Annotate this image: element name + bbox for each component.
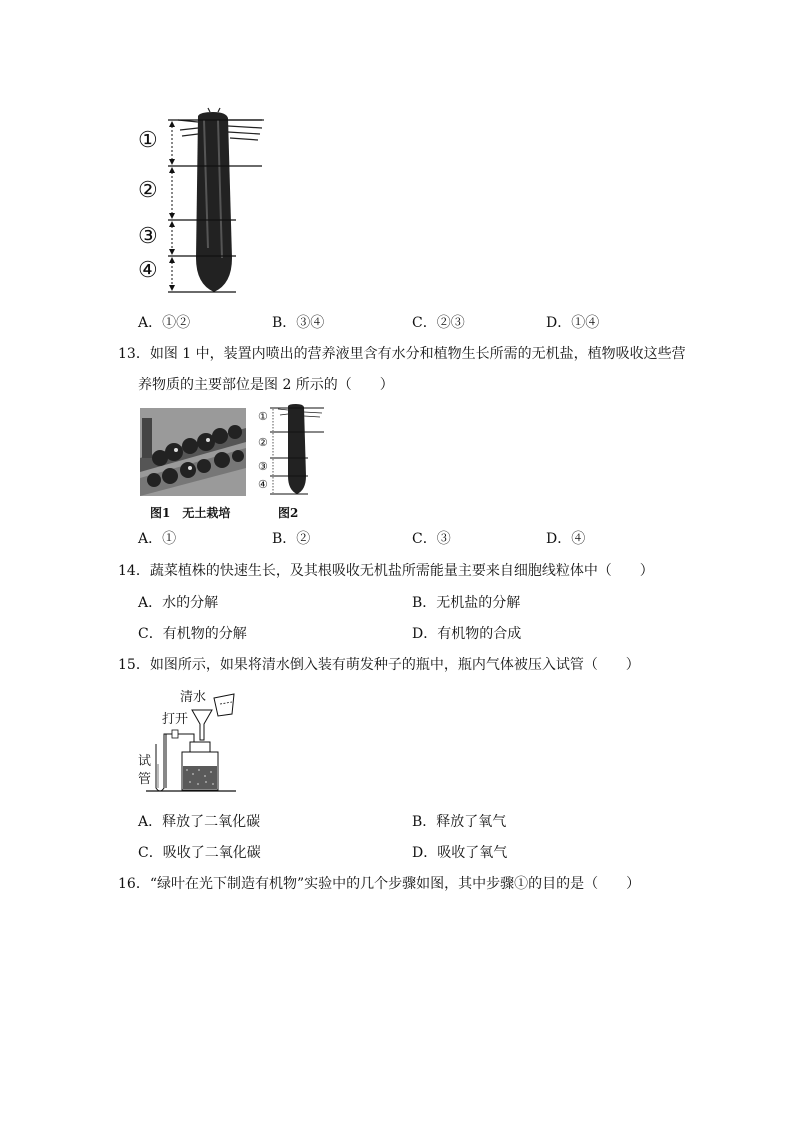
q15-apparatus-figure [136,684,246,796]
small-root-tip-diagram [258,402,328,496]
soilless-culture-illustration [140,408,246,496]
q15-text: 15．如图所示，如果将清水倒入装有萌发种子的瓶中，瓶内气体被压入试管（ ） [118,657,640,673]
q13-option-d[interactable]: D．④ [546,531,586,547]
q12-label-1: ① [138,128,158,153]
q13-text-line2: 养物质的主要部位是图 2 所示的（ ） [138,377,394,393]
q13-fig2-label-4: ④ [258,478,268,491]
q14-text: 14．蔬菜植株的快速生长，及其根吸收无机盐所需能量主要来自细胞线粒体中（ ） [118,563,654,579]
q12-option-b[interactable]: B．③④ [272,315,325,331]
q15-option-a[interactable]: A．释放了二氧化碳 [138,814,261,830]
q12-option-d[interactable]: D．①④ [546,315,600,331]
q13-fig2-caption: 图2 [278,506,299,520]
q14-option-a[interactable]: A．水的分解 [138,595,219,611]
q15-label-water: 清水 [180,690,207,705]
q13-option-a[interactable]: A．① [138,531,177,547]
q13-fig1-caption: 图1 无土栽培 [150,506,231,520]
q12-option-c[interactable]: C．②③ [412,315,465,331]
q14-option-d[interactable]: D．有机物的合成 [412,626,522,642]
q13-option-b[interactable]: B．② [272,531,311,547]
q12-label-3: ③ [138,224,158,249]
q13-text-line1: 13．如图 1 中，装置内喷出的营养液里含有水分和植物生长所需的无机盐，植物吸收这些营 [118,346,686,362]
q16-text: 16．“绿叶在光下制造有机物”实验中的几个步骤如图，其中步骤①的目的是（ ） [118,876,641,892]
q15-label-open: 打开 [162,712,189,727]
q13-fig1-photo [140,408,246,496]
q13-fig2-label-3: ③ [258,460,268,473]
q15-option-c[interactable]: C．吸收了二氧化碳 [138,845,261,861]
q15-label-tube-1: 试 [138,754,152,769]
q12-label-2: ② [138,178,158,203]
q12-label-4: ④ [138,258,158,283]
q13-fig2-label-1: ① [258,410,268,423]
q13-fig2-root-tip [258,402,328,496]
q14-option-b[interactable]: B．无机盐的分解 [412,595,521,611]
q12-root-tip-figure [138,108,268,298]
q15-option-b[interactable]: B．释放了氧气 [412,814,507,830]
q15-label-tube-2: 管 [138,772,152,787]
q14-option-c[interactable]: C．有机物的分解 [138,626,247,642]
q13-fig2-label-2: ② [258,436,268,449]
q13-option-c[interactable]: C．③ [412,531,451,547]
q15-option-d[interactable]: D．吸收了氧气 [412,845,508,861]
q12-option-a[interactable]: A．①② [138,315,191,331]
